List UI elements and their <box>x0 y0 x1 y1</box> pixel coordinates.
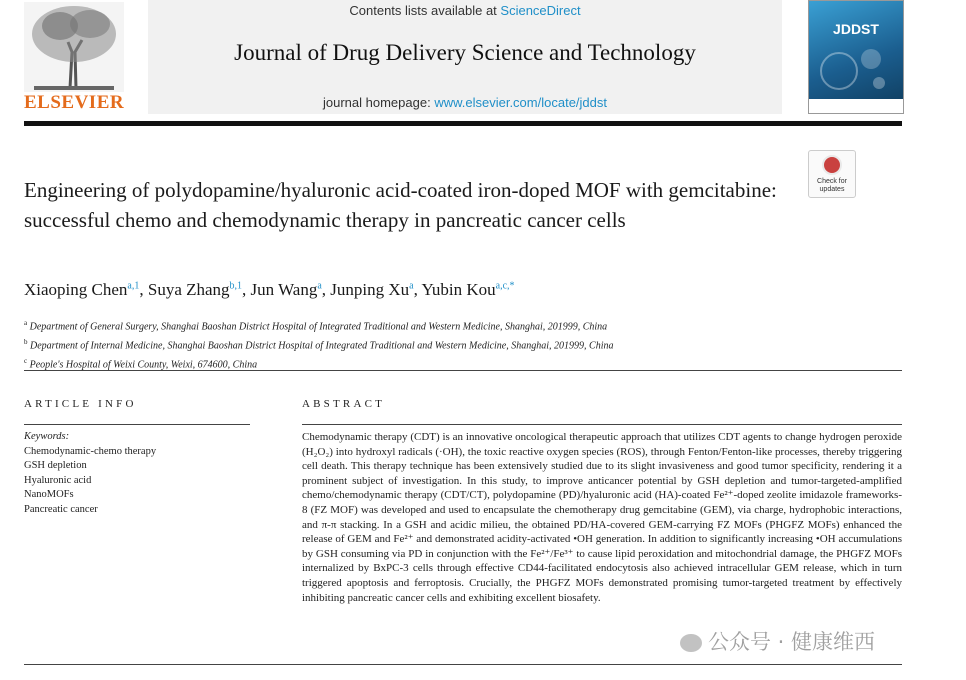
journal-cover-image[interactable] <box>808 0 904 114</box>
article-info-rule <box>24 424 250 425</box>
cover-art <box>809 1 903 113</box>
author-affil-marker[interactable]: a <box>317 280 322 292</box>
abstract-heading: ABSTRACT <box>302 398 386 410</box>
affiliation-marker: a <box>24 319 28 327</box>
author-name[interactable]: Yubin Kou <box>421 280 496 299</box>
abstract-text: Chemodynamic therapy (CDT) is an innovative oncological therapeutic approach that utilizes CDT agents to change hydrogen peroxide (H₂O₂) into hydroxyl radicals (·OH), the toxic reactive oxygen species (ROS), through Fenton/Fenton-like processes, thereby triggering cell death. This therapy technique has been extensively studied due to its slight invasiveness and good tumor specificity, rendering it a prominent subject of investigation. In this study, to improve anticancer potential by GSH depletion and tumor-targeted-amplified chemo/chemodynamic therapy (CDT/CT), polydopamine (PD)/hyaluronic acid (HA)-coated Fe²⁺-doped zeolite imidazole frameworks-8 (FZ MOF) was developed and used to encapsulate the chemotherapy drug gemcitabine (GEM), via charge, hydrophobic interactions, and π-π stacking. In a GSH and acidic milieu, the obtained PD/HA-covered GEM-carrying FZ MOFs (PHGFZ MOFs) enhanced the release of GEM and Fe²⁺ and demonstrated acidity-activated •OH generation. In addition to significantly increasing •OH accumulations by GSH consuming via PD in conjunction with the Fe²⁺/Fe³⁺ to cause lipid peroxidation and mitochondrial damage, the PHGFZ MOFs internalized by BxPC-3 cells through effective CD44-facilitated endocytosis also achieved intracellular GEM release, which in turn triggered apoptosis and ferroptosis. Crucially, the PHGFZ MOFs demonstrated promising tumor-targeted treatment by effectively inhibiting pancreatic cancer cells and exhibiting excellent biosafety. <box>302 431 902 604</box>
affiliation-text: People's Hospital of Weixi County, Weixi, 674600, China <box>29 358 258 370</box>
header-divider <box>24 121 902 126</box>
watermark <box>680 626 875 656</box>
keywords-label: Keywords: <box>24 431 70 442</box>
keyword-item: NanoMOFs <box>24 489 74 500</box>
check-for-updates-button[interactable] <box>808 150 856 198</box>
elsevier-wordmark: ELSEVIER <box>24 92 125 113</box>
author-name[interactable]: Xiaoping Chen <box>24 280 128 299</box>
article-info-heading: ARTICLE INFO <box>24 398 137 410</box>
keyword-item: Pancreatic cancer <box>24 503 98 515</box>
author-name[interactable]: Suya Zhang <box>147 280 230 299</box>
affiliation-marker: c <box>24 356 28 365</box>
affiliation-item <box>24 335 613 354</box>
author-affil-marker[interactable]: a,1 <box>127 280 140 292</box>
author-name[interactable]: Junping Xu <box>330 280 410 299</box>
author-affil-marker[interactable]: b,1 <box>229 280 243 292</box>
wechat-icon <box>680 634 702 652</box>
abstract-bottom-divider <box>24 664 902 665</box>
journal-banner <box>148 0 782 114</box>
affiliation-text: Department of General Surgery, Shanghai Baoshan District Hospital of Integrated Traditional and Western Medicine, Shanghai, 201999, China <box>29 321 608 333</box>
keyword-item: GSH depletion <box>24 460 87 471</box>
contents-prefix: Contents lists available at <box>349 3 501 18</box>
crossmark-badge-icon <box>822 155 842 175</box>
affiliations <box>24 316 613 372</box>
keyword-item: Chemodynamic-chemo therapy <box>24 445 157 457</box>
keyword-item: Hyaluronic acid <box>24 474 92 486</box>
cover-code: JDDST <box>833 21 879 37</box>
contents-line <box>148 3 782 18</box>
author-affil-marker[interactable]: a,c,* <box>495 280 515 292</box>
journal-header <box>0 0 966 128</box>
homepage-line <box>148 95 782 110</box>
abstract-rule <box>302 424 902 425</box>
journal-title[interactable]: Journal of Drug Delivery Science and Technology <box>234 40 696 65</box>
affiliation-marker: b <box>24 337 28 346</box>
keywords-block <box>24 430 156 517</box>
paper-title: Engineering of polydopamine/hyaluronic acid-coated iron-doped MOF with gemcitabine: successful chemo and chemodynamic therapy in pancreatic cancer cells <box>24 178 777 232</box>
watermark-text: 公众号 · 健康维西 <box>708 630 876 654</box>
journal-homepage-link[interactable]: www.elsevier.com/locate/jddst <box>434 95 607 110</box>
affiliation-item <box>24 316 613 335</box>
author-affil-marker[interactable]: a <box>409 280 414 292</box>
sciencedirect-link[interactable]: ScienceDirect <box>500 3 581 18</box>
cover-footer <box>809 99 903 113</box>
author-list: Xiaoping Chen$^{a,1}$, Suya Zhang$^{b,1}$, Jun Wang$^a$, Junping Xu$^a$, Yubin Kou$^{a,c,*}$ <box>24 280 515 299</box>
homepage-prefix: journal homepage: <box>323 95 435 110</box>
check-updates-label: Check for updates <box>817 178 847 193</box>
author-name[interactable]: Jun Wang <box>250 280 318 299</box>
section-divider <box>24 370 902 371</box>
affiliation-text: Department of Internal Medicine, Shanghai Baoshan District Hospital of Integrated Traditional and Western Medicine, Shanghai, 201999, China <box>30 340 614 352</box>
